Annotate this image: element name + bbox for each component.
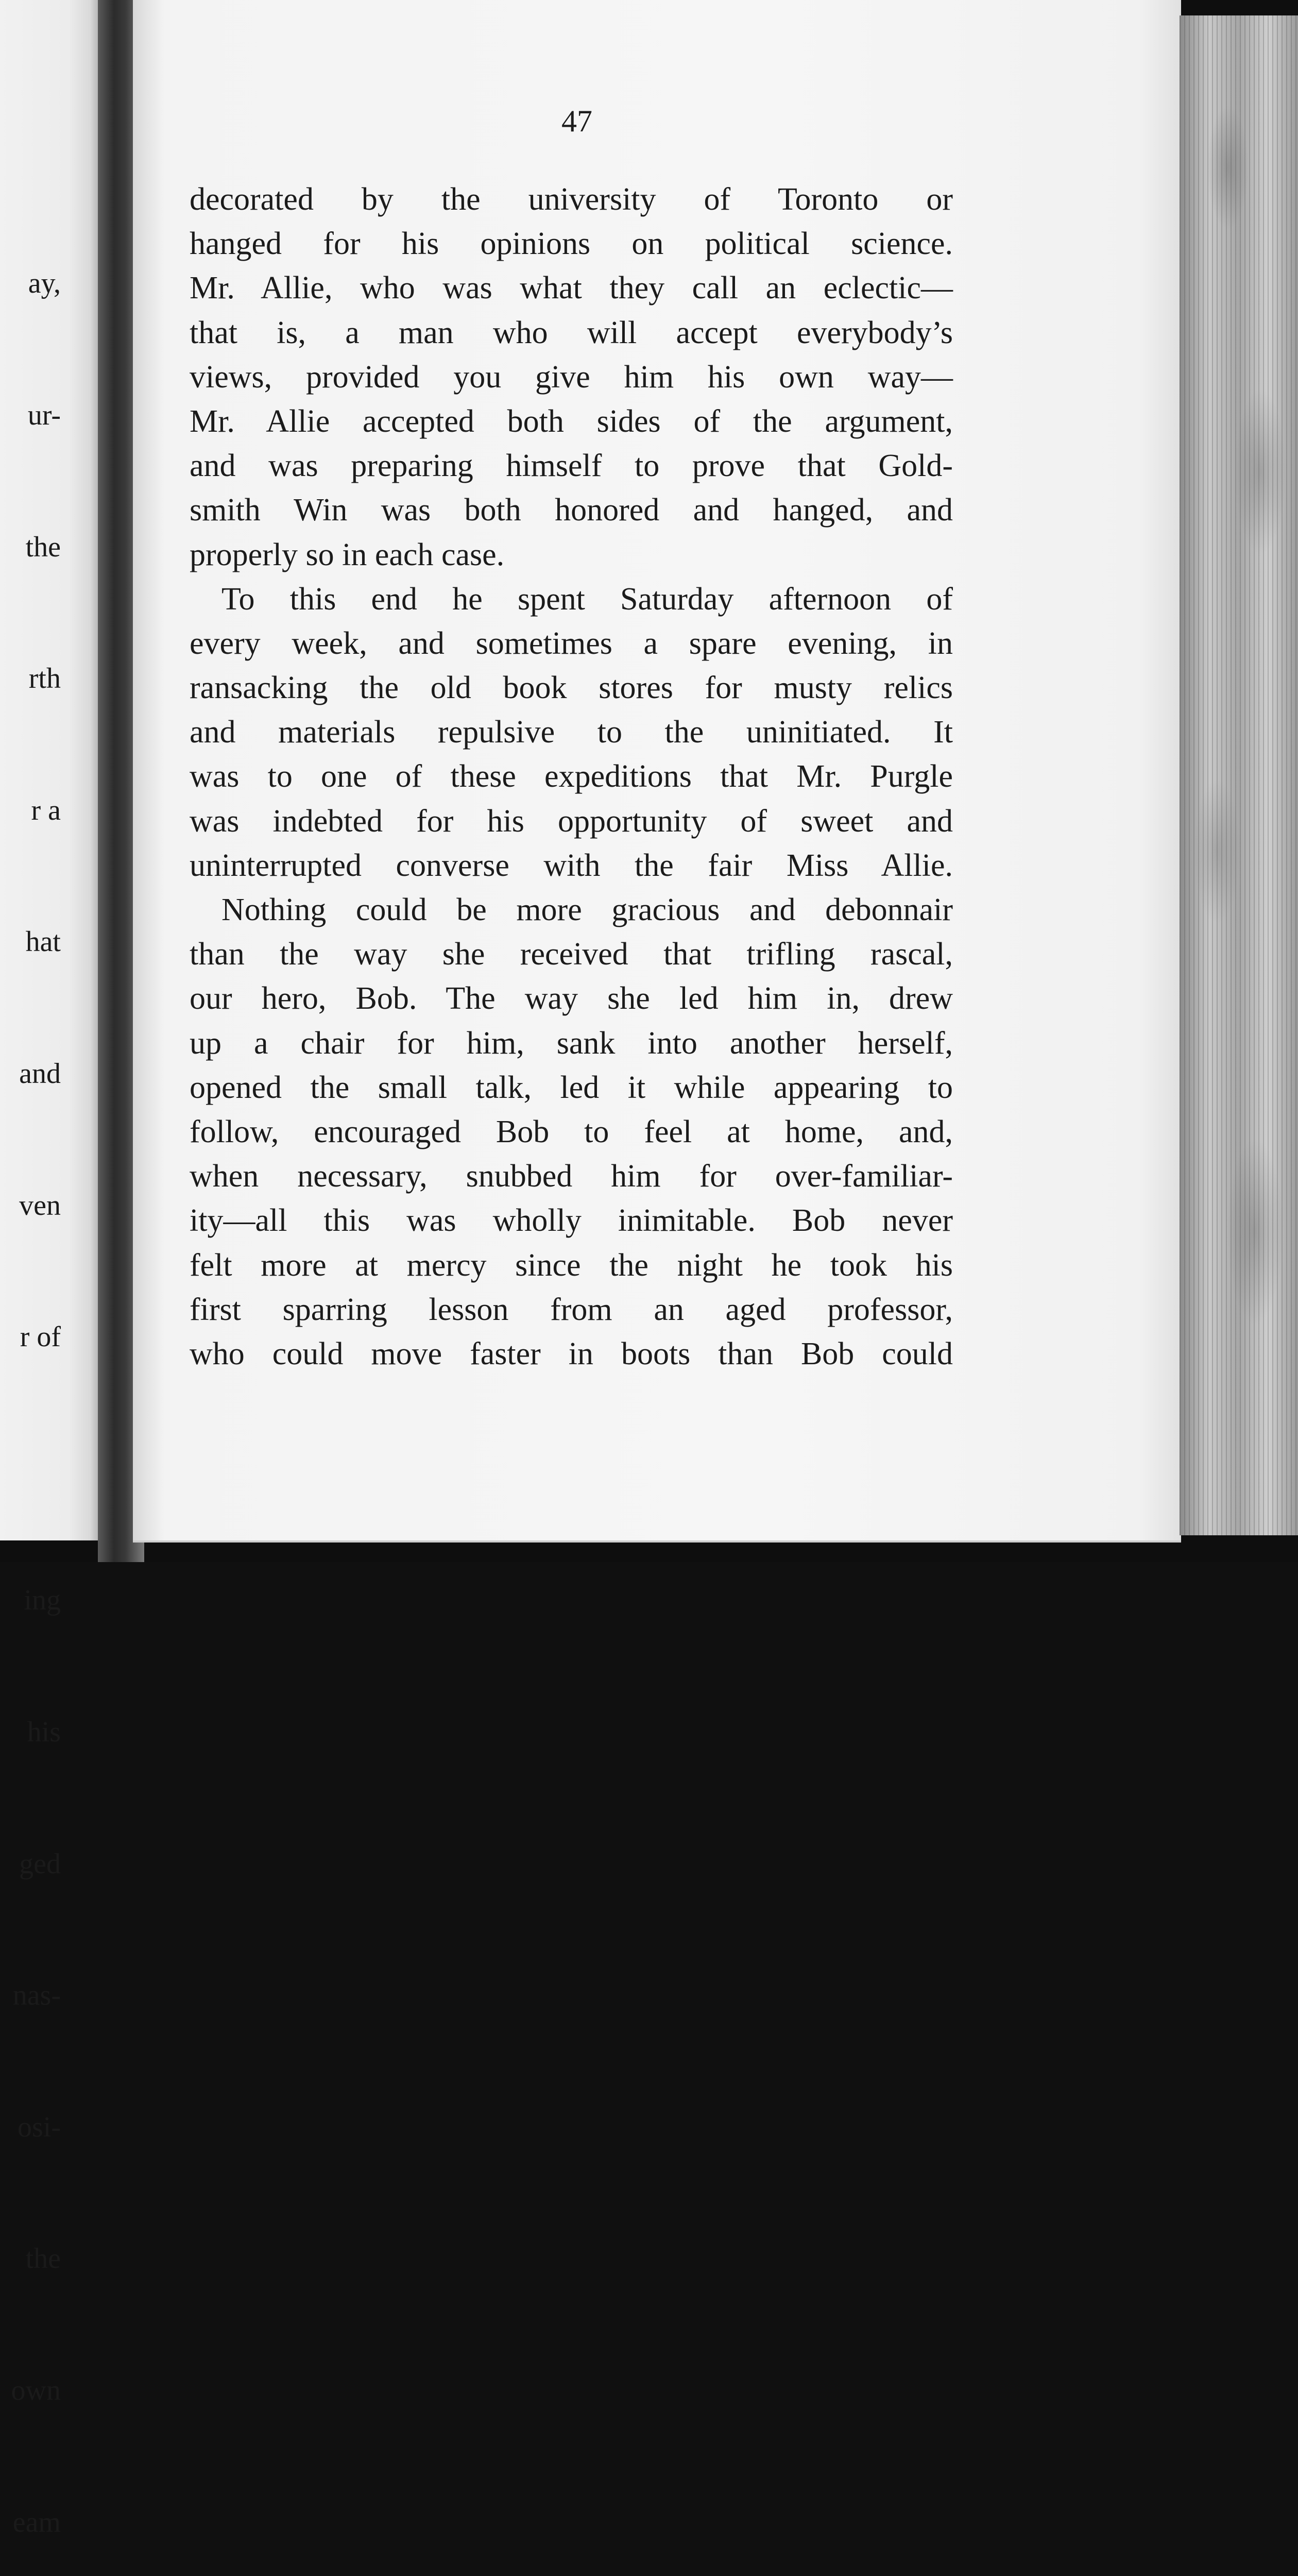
- text-line: and materials repulsive to the uninitiated. It: [190, 715, 953, 750]
- facing-line: nas-: [12, 1979, 61, 2012]
- text-line: was to one of these expeditions that Mr. Purgle: [190, 759, 953, 794]
- facing-page-text-fragments: [0, 174, 61, 2576]
- text-line: ransacking the old book stores for musty relics: [190, 670, 953, 706]
- text-line: uninterrupted converse with the fair Miss Allie.: [190, 848, 953, 883]
- text-line: our hero, Bob. The way she led him in, drew: [190, 981, 953, 1016]
- text-line: To this end he spent Saturday afternoon of: [221, 581, 953, 617]
- text-line: and was preparing himself to prove that Gold-: [190, 448, 953, 484]
- text-line: decorated by the university of Toronto or: [190, 182, 953, 217]
- facing-line: ur-: [27, 399, 61, 431]
- facing-line: osi-: [18, 2111, 61, 2143]
- text-line: was indebted for his opportunity of sweet and: [190, 803, 953, 839]
- text-line: Mr. Allie, who was what they call an eclectic—: [190, 270, 953, 306]
- facing-line: and: [19, 1057, 61, 1090]
- text-line: opened the small talk, led it while appearing to: [190, 1070, 953, 1105]
- facing-line: his: [27, 1716, 61, 1748]
- facing-line: ing: [24, 1584, 61, 1617]
- text-line: when necessary, snubbed him for over-familiar-: [190, 1159, 953, 1194]
- facing-line: [0, 1447, 61, 1491]
- text-line: ity—all this was wholly inimitable. Bob never: [190, 1203, 953, 1239]
- facing-line: r a: [31, 794, 61, 826]
- facing-line: the: [25, 2243, 61, 2275]
- text-line: smith Win was both honored and hanged, and: [190, 493, 953, 528]
- page-number: 47: [561, 104, 592, 138]
- text-line: Mr. Allie accepted both sides of the argument,: [190, 403, 953, 439]
- text-line: views, provided you give him his own way—: [190, 359, 953, 395]
- text-line: hanged for his opinions on political science.: [190, 226, 953, 262]
- text-line: first sparring lesson from an aged professor,: [190, 1292, 953, 1327]
- text-line: felt more at mercy since the night he took his: [190, 1247, 953, 1283]
- facing-line: hat: [25, 926, 61, 958]
- text-line: properly so in each case.: [190, 537, 505, 572]
- facing-line: ay,: [28, 267, 61, 300]
- text-line: who could move faster in boots than Bob could: [190, 1336, 953, 1371]
- facing-line: own: [11, 2374, 61, 2406]
- facing-line: ven: [19, 1189, 61, 1222]
- text-line: up a chair for him, sank into another herself,: [190, 1025, 953, 1061]
- text-line: follow, encouraged Bob to feel at home, and,: [190, 1114, 953, 1149]
- facing-line: r of: [20, 1321, 61, 1353]
- facing-line: the: [25, 531, 61, 563]
- text-line: Nothing could be more gracious and debonnair: [221, 892, 953, 927]
- text-line: every week, and sometimes a spare evening, in: [190, 625, 953, 661]
- page-edge-marbling: [1185, 15, 1293, 1535]
- text-line: than the way she received that trifling rascal,: [190, 937, 953, 972]
- facing-line: ged: [19, 1848, 61, 1880]
- facing-line: rth: [28, 663, 61, 695]
- page-body-text: [190, 177, 953, 1376]
- facing-line: eam: [12, 2506, 61, 2538]
- text-line: that is, a man who will accept everybody’s: [190, 315, 953, 350]
